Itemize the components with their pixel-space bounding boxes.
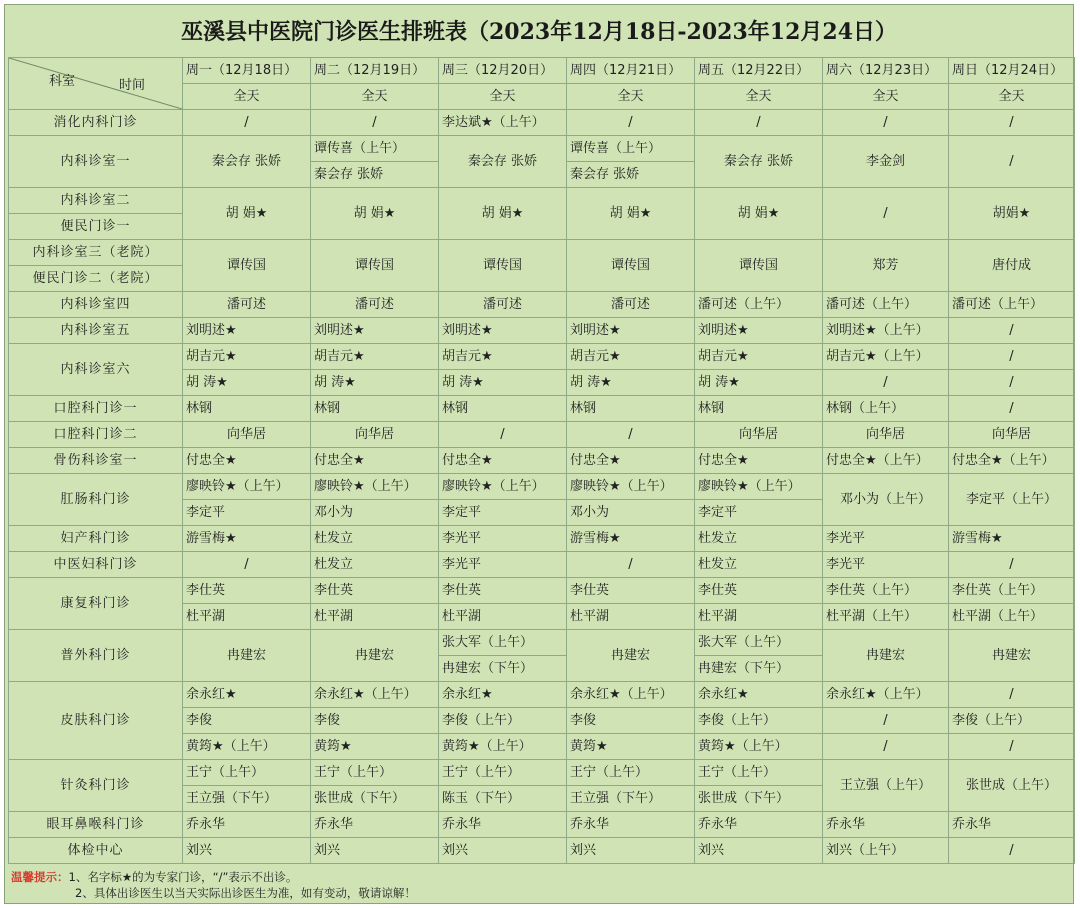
schedule-cell: 谭传喜（上午） — [567, 136, 695, 162]
schedule-cell: 胡 涛★ — [311, 370, 439, 396]
schedule-cell: 秦会存 张娇 — [311, 162, 439, 188]
schedule-cell: 付忠全★ — [695, 448, 823, 474]
schedule-cell: 乔永华 — [183, 812, 311, 838]
schedule-cell: / — [183, 552, 311, 578]
schedule-cell: / — [949, 734, 1075, 760]
schedule-cell: 向华居 — [311, 422, 439, 448]
schedule-cell: 李仕英 — [183, 578, 311, 604]
schedule-cell: 潘可述（上午） — [695, 292, 823, 318]
schedule-cell: / — [949, 344, 1075, 370]
schedule-cell: 杜平湖 — [695, 604, 823, 630]
schedule-cell: 胡 娟★ — [439, 188, 567, 240]
schedule-cell: 李俊 — [183, 708, 311, 734]
schedule-cell: 李定平 — [439, 500, 567, 526]
schedule-cell: 廖映铃★（上午） — [567, 474, 695, 500]
schedule-cell: 乔永华 — [439, 812, 567, 838]
schedule-cell: 胡吉元★ — [183, 344, 311, 370]
dept-label: 内科诊室二 — [9, 188, 183, 214]
dept-label: 普外科门诊 — [9, 630, 183, 682]
schedule-cell: 李仕英 — [567, 578, 695, 604]
schedule-cell: / — [949, 136, 1075, 188]
schedule-cell: 杜发立 — [695, 526, 823, 552]
schedule-cell: 刘明述★ — [567, 318, 695, 344]
schedule-cell: 胡 涛★ — [567, 370, 695, 396]
schedule-cell: 余永红★ — [439, 682, 567, 708]
schedule-cell: 李定平 — [695, 500, 823, 526]
schedule-cell: 胡娟★ — [949, 188, 1075, 240]
day-header: 周六（12月23日） — [823, 58, 949, 84]
schedule-cell: 刘明述★ — [695, 318, 823, 344]
schedule-cell: 刘兴 — [183, 838, 311, 864]
dept-label: 便民门诊二（老院） — [9, 266, 183, 292]
schedule-cell: 廖映铃★（上午） — [311, 474, 439, 500]
schedule-cell: 杜平湖 — [311, 604, 439, 630]
schedule-cell: 乔永华 — [949, 812, 1075, 838]
schedule-cell: 李达斌★（上午） — [439, 110, 567, 136]
dept-label: 内科诊室一 — [9, 136, 183, 188]
schedule-cell: 李定平 — [183, 500, 311, 526]
schedule-cell: 胡 娟★ — [311, 188, 439, 240]
notes-label: 温馨提示： — [11, 870, 69, 884]
schedule-cell: 冉建宏 — [311, 630, 439, 682]
schedule-cell: 谭传国 — [695, 240, 823, 292]
note-line: 1、名字标★的为专家门诊，“/”表示不出诊。 — [68, 870, 298, 884]
schedule-cell: 谭传国 — [439, 240, 567, 292]
schedule-cell: 王宁（上午） — [311, 760, 439, 786]
schedule-cell: 付忠全★ — [311, 448, 439, 474]
dept-label: 妇产科门诊 — [9, 526, 183, 552]
schedule-cell: 李定平（上午） — [949, 474, 1075, 526]
schedule-cell: 张世成（上午） — [949, 760, 1075, 812]
schedule-cell: 余永红★ — [695, 682, 823, 708]
schedule-cell: 谭传喜（上午） — [311, 136, 439, 162]
schedule-cell: 刘兴 — [695, 838, 823, 864]
schedule-cell: 林钢 — [439, 396, 567, 422]
schedule-cell: 李俊 — [567, 708, 695, 734]
dept-label: 肛肠科门诊 — [9, 474, 183, 526]
schedule-cell: 刘明述★ — [439, 318, 567, 344]
schedule-cell: 刘兴（上午） — [823, 838, 949, 864]
schedule-cell: 张世成（下午） — [311, 786, 439, 812]
schedule-cell: / — [567, 422, 695, 448]
schedule-cell: 胡 涛★ — [183, 370, 311, 396]
schedule-cell: 胡吉元★ — [695, 344, 823, 370]
schedule-cell: 唐付成 — [949, 240, 1075, 292]
schedule-cell: 胡 涛★ — [439, 370, 567, 396]
schedule-cell: 向华居 — [823, 422, 949, 448]
table-corner-header — [9, 58, 183, 110]
schedule-cell: 乔永华 — [311, 812, 439, 838]
schedule-cell: 王宁（上午） — [183, 760, 311, 786]
schedule-cell: 杜发立 — [311, 526, 439, 552]
schedule-cell: 游雪梅★ — [183, 526, 311, 552]
schedule-cell: 潘可述 — [183, 292, 311, 318]
schedule-cell: 乔永华 — [567, 812, 695, 838]
schedule-cell: 胡 涛★ — [695, 370, 823, 396]
dept-label: 眼耳鼻喉科门诊 — [9, 812, 183, 838]
schedule-cell: 廖映铃★（上午） — [439, 474, 567, 500]
schedule-cell: 王宁（上午） — [567, 760, 695, 786]
page-title: 巫溪县中医院门诊医生排班表（2023年12月18日-2023年12月24日） — [180, 18, 898, 45]
schedule-cell: 杜发立 — [311, 552, 439, 578]
schedule-cell: 杜发立 — [695, 552, 823, 578]
schedule-cell: 潘可述（上午） — [823, 292, 949, 318]
schedule-cell: 邓小为 — [311, 500, 439, 526]
session-cell: 全天 — [949, 84, 1075, 110]
corner-diagonal-line — [9, 58, 182, 109]
schedule-cell: 秦会存 张娇 — [695, 136, 823, 188]
schedule-cell: 李仕英（上午） — [949, 578, 1075, 604]
schedule-cell: / — [823, 110, 949, 136]
session-cell: 全天 — [695, 84, 823, 110]
schedule-cell: 王宁（上午） — [439, 760, 567, 786]
schedule-cell: 黄筠★（上午） — [183, 734, 311, 760]
dept-label: 中医妇科门诊 — [9, 552, 183, 578]
schedule-cell: 向华居 — [183, 422, 311, 448]
schedule-cell: / — [567, 552, 695, 578]
schedule-cell: / — [949, 110, 1075, 136]
schedule-cell: 冉建宏 — [567, 630, 695, 682]
schedule-cell: 胡 娟★ — [183, 188, 311, 240]
schedule-cell: 李光平 — [439, 526, 567, 552]
schedule-cell: 廖映铃★（上午） — [695, 474, 823, 500]
schedule-cell: 潘可述 — [439, 292, 567, 318]
day-header: 周日（12月24日） — [949, 58, 1075, 84]
schedule-cell: 余永红★（上午） — [567, 682, 695, 708]
schedule-cell: 李光平 — [823, 526, 949, 552]
schedule-cell: / — [949, 838, 1075, 864]
schedule-cell: 游雪梅★ — [567, 526, 695, 552]
schedule-cell: 冉建宏 — [823, 630, 949, 682]
schedule-cell: 杜平湖（上午） — [823, 604, 949, 630]
session-cell: 全天 — [183, 84, 311, 110]
schedule-cell: 谭传国 — [183, 240, 311, 292]
schedule-cell: 李俊（上午） — [949, 708, 1075, 734]
schedule-cell: 谭传国 — [311, 240, 439, 292]
schedule-cell: / — [823, 188, 949, 240]
schedule-cell: 胡吉元★（上午） — [823, 344, 949, 370]
schedule-cell: 杜平湖 — [567, 604, 695, 630]
schedule-cell: 王宁（上午） — [695, 760, 823, 786]
schedule-cell: 付忠全★ — [183, 448, 311, 474]
schedule-cell: 潘可述（上午） — [949, 292, 1075, 318]
schedule-cell: 向华居 — [695, 422, 823, 448]
schedule-cell: / — [823, 370, 949, 396]
schedule-cell: 游雪梅★ — [949, 526, 1075, 552]
schedule-cell: 黄筠★（上午） — [439, 734, 567, 760]
schedule-cell: / — [567, 110, 695, 136]
schedule-cell: 李光平 — [823, 552, 949, 578]
day-header: 周一（12月18日） — [183, 58, 311, 84]
schedule-cell: 廖映铃★（上午） — [183, 474, 311, 500]
dept-label: 消化内科门诊 — [9, 110, 183, 136]
schedule-cell: 付忠全★（上午） — [823, 448, 949, 474]
schedule-cell: 刘明述★ — [311, 318, 439, 344]
schedule-cell: / — [823, 734, 949, 760]
schedule-cell: 李俊 — [311, 708, 439, 734]
schedule-cell: 刘明述★（上午） — [823, 318, 949, 344]
schedule-cell: 林钢 — [311, 396, 439, 422]
corner-time-label: 时间 — [119, 78, 146, 93]
schedule-cell: 邓小为 — [567, 500, 695, 526]
schedule-cell: / — [949, 396, 1075, 422]
note-line: 2、具体出诊医生以当天实际出诊医生为准，如有变动，敬请谅解！ — [75, 886, 416, 900]
schedule-cell: 王立强（下午） — [567, 786, 695, 812]
dept-label: 便民门诊一 — [9, 214, 183, 240]
schedule-cell: 胡吉元★ — [439, 344, 567, 370]
schedule-sheet — [4, 4, 1074, 904]
schedule-cell: 李仕英 — [439, 578, 567, 604]
dept-label: 针灸科门诊 — [9, 760, 183, 812]
schedule-cell: 余永红★（上午） — [823, 682, 949, 708]
schedule-cell: 秦会存 张娇 — [439, 136, 567, 188]
schedule-cell: 潘可述 — [567, 292, 695, 318]
schedule-cell: 杜平湖（上午） — [949, 604, 1075, 630]
day-header: 周三（12月20日） — [439, 58, 567, 84]
notes-block — [11, 869, 1071, 901]
schedule-cell: 李俊（上午） — [439, 708, 567, 734]
schedule-cell: 向华居 — [949, 422, 1075, 448]
schedule-cell: 刘兴 — [311, 838, 439, 864]
schedule-cell: / — [949, 552, 1075, 578]
schedule-cell: 王立强（下午） — [183, 786, 311, 812]
schedule-cell: 付忠全★（上午） — [949, 448, 1075, 474]
schedule-cell: / — [949, 318, 1075, 344]
schedule-cell: 李仕英 — [311, 578, 439, 604]
schedule-cell: / — [695, 110, 823, 136]
schedule-cell: 余永红★（上午） — [311, 682, 439, 708]
schedule-cell: 刘兴 — [439, 838, 567, 864]
schedule-cell: 黄筠★（上午） — [695, 734, 823, 760]
schedule-cell: 黄筠★ — [311, 734, 439, 760]
schedule-cell: / — [949, 370, 1075, 396]
schedule-cell: 黄筠★ — [567, 734, 695, 760]
schedule-cell: 陈玉（下午） — [439, 786, 567, 812]
dept-label: 体检中心 — [9, 838, 183, 864]
schedule-cell: / — [183, 110, 311, 136]
schedule-cell: / — [311, 110, 439, 136]
schedule-cell: 乔永华 — [823, 812, 949, 838]
dept-label: 口腔科门诊二 — [9, 422, 183, 448]
schedule-cell: 冉建宏（下午） — [439, 656, 567, 682]
schedule-cell: 乔永华 — [695, 812, 823, 838]
schedule-cell: 刘兴 — [567, 838, 695, 864]
schedule-cell: 郑芳 — [823, 240, 949, 292]
schedule-cell: 余永红★ — [183, 682, 311, 708]
schedule-cell: 李仕英（上午） — [823, 578, 949, 604]
schedule-cell: 王立强（上午） — [823, 760, 949, 812]
schedule-cell: 张大军（上午） — [439, 630, 567, 656]
schedule-cell: 李光平 — [439, 552, 567, 578]
schedule-cell: 李仕英 — [695, 578, 823, 604]
dept-label: 内科诊室四 — [9, 292, 183, 318]
schedule-cell: 胡吉元★ — [567, 344, 695, 370]
schedule-cell: 胡 娟★ — [567, 188, 695, 240]
day-header: 周四（12月21日） — [567, 58, 695, 84]
session-cell: 全天 — [823, 84, 949, 110]
schedule-cell: 胡吉元★ — [311, 344, 439, 370]
session-cell: 全天 — [439, 84, 567, 110]
schedule-cell: 冉建宏 — [183, 630, 311, 682]
schedule-cell: 付忠全★ — [567, 448, 695, 474]
schedule-cell: 张大军（上午） — [695, 630, 823, 656]
dept-label: 口腔科门诊一 — [9, 396, 183, 422]
dept-label: 皮肤科门诊 — [9, 682, 183, 760]
schedule-cell: 邓小为（上午） — [823, 474, 949, 526]
day-header: 周五（12月22日） — [695, 58, 823, 84]
day-header: 周二（12月19日） — [311, 58, 439, 84]
schedule-cell: 冉建宏 — [949, 630, 1075, 682]
corner-dept-label: 科室 — [49, 74, 76, 89]
schedule-cell: 林钢 — [183, 396, 311, 422]
schedule-cell: 秦会存 张娇 — [567, 162, 695, 188]
schedule-cell: 刘明述★ — [183, 318, 311, 344]
dept-label: 内科诊室三（老院） — [9, 240, 183, 266]
dept-label: 内科诊室五 — [9, 318, 183, 344]
session-cell: 全天 — [567, 84, 695, 110]
schedule-cell: / — [823, 708, 949, 734]
schedule-cell: / — [949, 682, 1075, 708]
schedule-cell: 付忠全★ — [439, 448, 567, 474]
dept-label: 康复科门诊 — [9, 578, 183, 630]
schedule-cell: 潘可述 — [311, 292, 439, 318]
schedule-cell: 张世成（下午） — [695, 786, 823, 812]
schedule-cell: 杜平湖 — [439, 604, 567, 630]
schedule-cell: 林钢（上午） — [823, 396, 949, 422]
dept-label: 内科诊室六 — [9, 344, 183, 396]
schedule-cell: 林钢 — [695, 396, 823, 422]
dept-label: 骨伤科诊室一 — [9, 448, 183, 474]
schedule-cell: 杜平湖 — [183, 604, 311, 630]
schedule-cell: 李俊（上午） — [695, 708, 823, 734]
schedule-cell: 冉建宏（下午） — [695, 656, 823, 682]
session-cell: 全天 — [311, 84, 439, 110]
schedule-cell: 谭传国 — [567, 240, 695, 292]
schedule-table — [8, 57, 1075, 864]
schedule-cell: 林钢 — [567, 396, 695, 422]
schedule-cell: 李金剑 — [823, 136, 949, 188]
schedule-cell: 胡 娟★ — [695, 188, 823, 240]
schedule-cell: 秦会存 张娇 — [183, 136, 311, 188]
schedule-cell: / — [439, 422, 567, 448]
